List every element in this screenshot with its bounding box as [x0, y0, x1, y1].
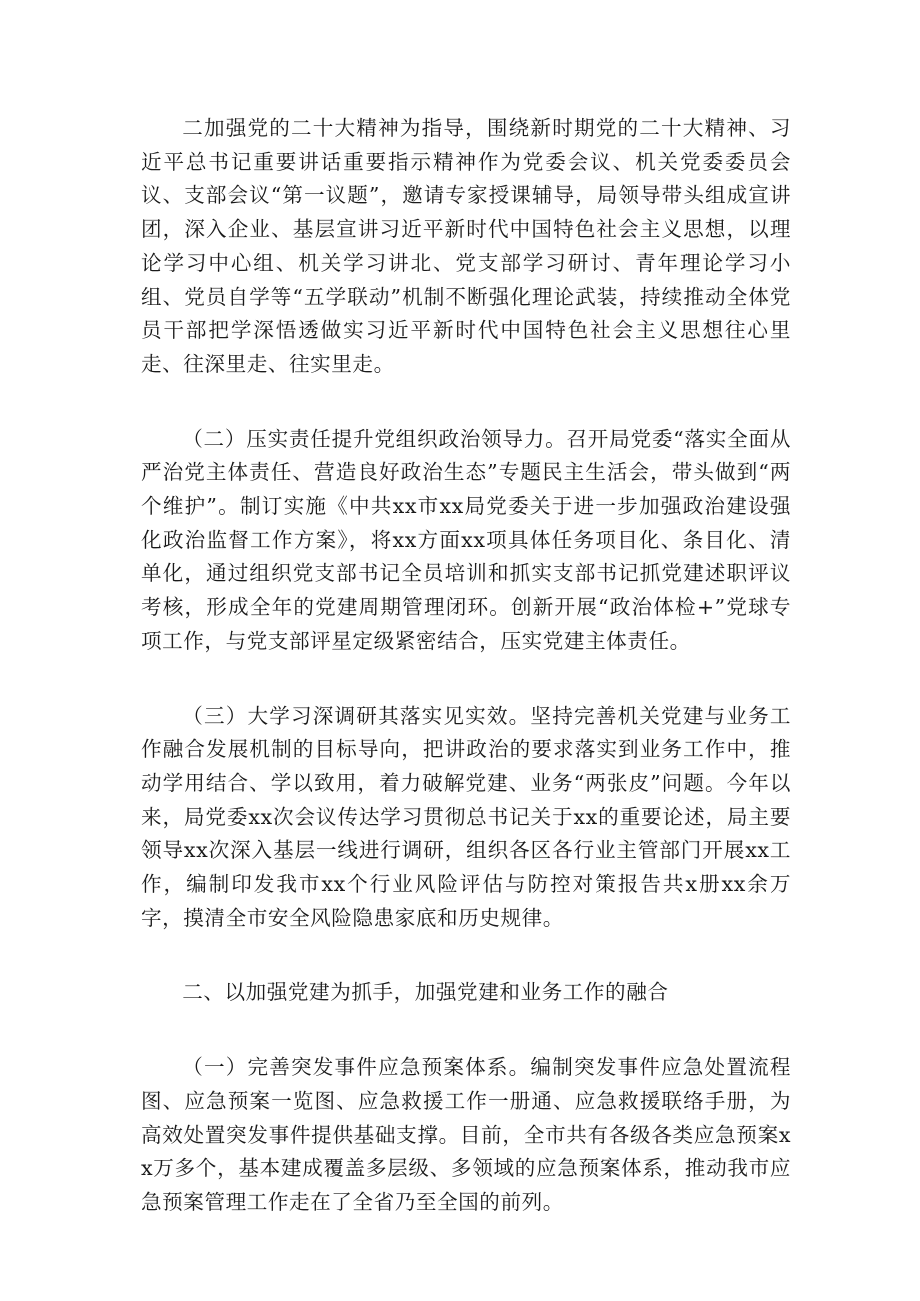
- paragraph-research-implementation: （三）大学习深调研其落实见实效。坚持完善机关党建与业务工作融合发展机制的目标导向，把讲政治的要求落实到业务工作中，推动学用结合、学以致用，着力破解党建、业务“两张皮”问题。今年以来，局党委xx次会议传达学习贯彻总书记关于xx的重要论述，局主要领导xx次深入基层一线进行调研，组织各区各行业主管部门开展xx工作，编制印发我市xx个行业风险评估与防控对策报告共x册xx余万字，摸清全市安全风险隐患家底和历史规律。: [141, 703, 791, 930]
- paragraph-emergency-plan: （一）完善突发事件应急预案体系。编制突发事件应急处置流程图、应急预案一览图、应急救援工作一册通、应急救援联络手册，为高效处置突发事件提供基础支撑。目前，全市共有各级各类应急预案xx万多个，基本建成覆盖多层级、多领域的应急预案体系，推动我市应急预案管理工作走在了全省乃至全国的前列。: [141, 1055, 791, 1214]
- paragraph-theory-study: 二加强党的二十大精神为指导，围绕新时期党的二十大精神、习近平总书记重要讲话重要指示精神作为党委会议、机关党委委员会议、支部会议“第一议题”，邀请专家授课辅导，局领导带头组成宣讲团，深入企业、基层宣讲习近平新时代中国特色社会主义思想，以理论学习中心组、机关学习讲北、党支部学习研讨、青年理论学习小组、党员自学等“五学联动”机制不断强化理论武装，持续推动全体党员干部把学深悟透做实习近平新时代中国特色社会主义思想往心里走、往深里走、往实里走。: [141, 116, 791, 376]
- document-body: [141, 112, 791, 1220]
- paragraph-political-leadership: （二）压实责任提升党组织政治领导力。召开局党委“落实全面从严治党主体责任、营造良好政治生态”专题民主生活会，带头做到“两个维护”。制订实施《中共xx市xx局党委关于进一步加强政治建设强化政治监督工作方案》，将xx方面xx项具体任务项目化、条目化、清单化，通过组织党支部书记全员培训和抓实支部书记抓党建述职评议考核，形成全年的党建周期管理闭环。创新开展“政治体检+”党球专项工作，与党支部评星定级紧密结合，压实党建主体责任。: [141, 426, 791, 653]
- section-heading-party-building: 二、以加强党建为抓手，加强党建和业务工作的融合: [182, 980, 669, 1005]
